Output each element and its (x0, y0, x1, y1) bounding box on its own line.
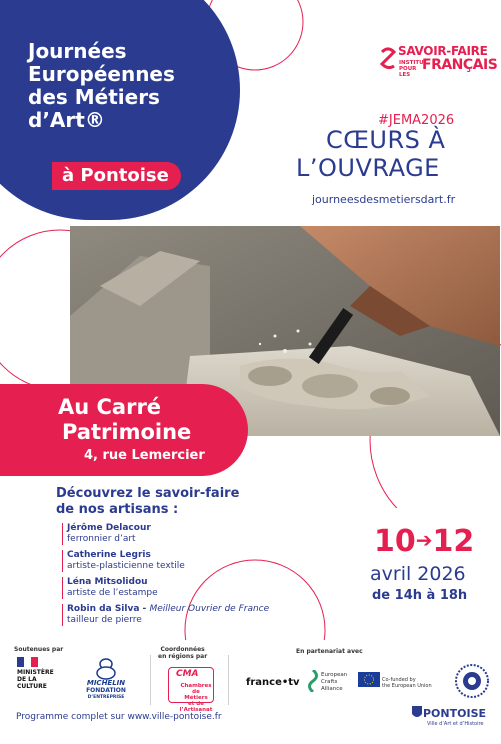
hashtag: #JEMA2026 (378, 113, 455, 128)
pontoise-logo: PONTOISE (423, 707, 487, 720)
title-line: Journées (28, 39, 127, 63)
artisan-list (62, 523, 312, 631)
program-link[interactable]: Programme complet sur www.ville-pontoise.fr (16, 712, 222, 722)
footer (0, 640, 501, 744)
artisan-item (62, 523, 312, 545)
coordinated-line2: en régions par (158, 653, 208, 660)
artisan-name: Léna Mitsolidou (67, 577, 148, 587)
brand-sub1: INSTITUT (399, 60, 428, 66)
date-end: 12 (432, 524, 475, 559)
cma-name: CMA (176, 669, 199, 679)
seal-icon (454, 663, 490, 699)
cma-logo (176, 683, 216, 713)
eu-flag-icon (358, 672, 380, 687)
michelin-sub1: FONDATION (86, 687, 126, 694)
crafts-alliance-icon (306, 670, 320, 692)
venue-name-line1: Au Carré (58, 395, 162, 419)
artisan-item (62, 604, 312, 626)
pontoise-crest-icon (412, 706, 422, 720)
theme-line2: L’OUVRAGE (296, 154, 440, 182)
coordinated-label (158, 646, 207, 660)
artisan-item (62, 550, 312, 572)
artisan-role: artiste-plasticienne textile (67, 561, 185, 571)
event-dates (374, 524, 474, 559)
artisan-name: Catherine Legris (67, 550, 151, 560)
francetv-logo: france•tv (246, 677, 300, 688)
venue-address: 4, rue Lemercier (84, 448, 205, 463)
eu-line2: the European Union (382, 683, 432, 689)
event-title (28, 40, 228, 132)
event-month: avril 2026 (370, 563, 466, 585)
title-line: d’Art® (28, 108, 105, 132)
artisan-role: ferronnier d’art (67, 534, 136, 544)
michelin-foundation-logo (86, 680, 126, 701)
ministry-logo (17, 669, 67, 690)
eu-cofunded-logo (382, 677, 440, 689)
michelin-sub2: D’ENTREPRISE (87, 695, 125, 700)
website-link[interactable]: journeesdesmetiersdart.fr (312, 193, 456, 206)
city-badge: à Pontoise (52, 162, 181, 190)
intro-line1: Découvrez le savoir-faire (56, 486, 240, 501)
savoir-faire-logo (380, 42, 498, 82)
artisan-name: Robin da Silva (67, 604, 140, 614)
title-line: Européennes (28, 62, 175, 86)
intro-line2: de nos artisans : (56, 502, 179, 517)
brand-line2: FRANÇAIS (422, 57, 498, 73)
footer-divider (150, 655, 151, 705)
marianne-flag-icon (17, 657, 39, 667)
artisan-title: Meilleur Ouvrier de France (149, 604, 270, 614)
artisan-name: Jérôme Delacour (67, 523, 151, 533)
ecraft-line2: Crafts (321, 679, 338, 685)
coordinated-line1: Coordonnées (160, 646, 205, 653)
brand-sub2: POUR LES (399, 66, 417, 78)
arrow-right-icon: ➔ (415, 528, 433, 552)
european-crafts-alliance-logo (321, 672, 361, 693)
ministry-line2: DE LA CULTURE (17, 676, 47, 690)
partnership-label: En partenariat avec (296, 648, 363, 655)
artisan-role: tailleur de pierre (67, 615, 142, 625)
ecraft-line3: Alliance (321, 686, 343, 692)
eu-line1: Co-funded by (382, 677, 416, 683)
event-hours: de 14h à 18h (372, 588, 468, 603)
michelin-name: MICHELIN (86, 679, 126, 687)
date-start: 10 (374, 524, 416, 559)
brand-sub (399, 60, 428, 78)
theme-line1: CŒURS À (326, 126, 446, 154)
artisan-name-row: Robin da Silva - Meilleur Ouvrier de France (67, 604, 270, 614)
title-line: des Métiers (28, 85, 160, 109)
cma-sub1: Chambres de (180, 683, 212, 695)
ministry-line1: MINISTÈRE (17, 669, 54, 676)
michelin-bibendum-icon (94, 658, 118, 680)
artisan-role: artiste de l’estampe (67, 588, 158, 598)
cma-sub3: et de l’Artisanat (179, 701, 213, 713)
cma-sub2: Métiers (184, 695, 208, 701)
intro-text (56, 486, 286, 518)
artisan-item (62, 577, 312, 599)
ecraft-line1: European (321, 672, 348, 678)
brand-line1: SAVOIR-FAIRE (398, 44, 488, 58)
venue-name-line2: Patrimoine (62, 420, 192, 444)
brand-icon (380, 46, 396, 74)
pontoise-tagline: Ville d’Art et d’Histoire (427, 721, 484, 727)
supported-by-label: Soutenues par (14, 646, 64, 653)
footer-divider (228, 655, 229, 705)
